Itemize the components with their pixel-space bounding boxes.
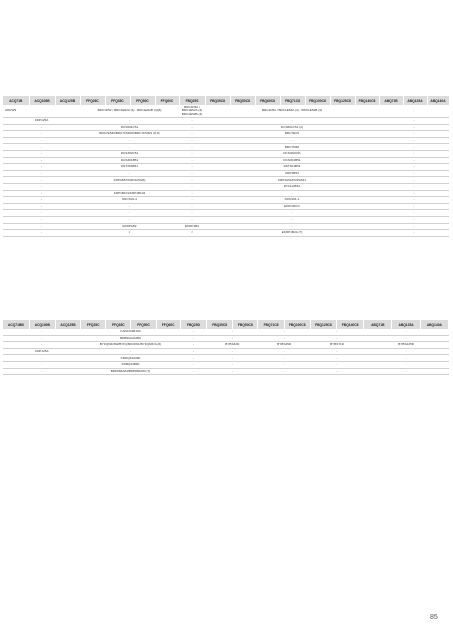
column-header: FBQ71C8	[258, 320, 284, 329]
table-cell: -	[207, 348, 258, 355]
table-cell: KDBQ44B60	[81, 361, 181, 368]
table-cell: -	[258, 368, 310, 375]
table-cell: -	[364, 368, 449, 375]
table-cell: EKRP1B2A (7)	[205, 230, 379, 237]
table-cell: KRCS01-4	[80, 197, 179, 204]
table-cell: -	[3, 210, 80, 217]
page-number: 85	[430, 614, 438, 621]
column-header: ABQ71B	[379, 96, 403, 105]
table-cell: -	[258, 348, 310, 355]
column-header: ABQ125A	[403, 96, 427, 105]
table-row	[3, 203, 449, 210]
table-cell: -	[205, 210, 379, 217]
column-header: FFQ50C	[131, 320, 156, 329]
table-cell: -	[207, 355, 258, 362]
table-cell: -	[180, 348, 206, 355]
table-cell: -	[205, 137, 379, 144]
table-cell: -	[3, 361, 81, 368]
table-cell: DST301B51	[205, 164, 379, 171]
column-header: FBQ35C8	[207, 320, 233, 329]
table-cell: KRP1B57/KRP4A53(6)	[80, 177, 179, 184]
table-cell: -	[379, 183, 449, 190]
column-header: ACQ125B	[55, 96, 80, 105]
column-header: FBQ25S	[179, 96, 205, 105]
table-cell: -	[179, 197, 205, 204]
table-cell: BRC7E530/BRC7F530W/BRC7F530S (8-9)	[80, 131, 179, 138]
table-row	[3, 131, 449, 138]
table-cell: -	[180, 329, 206, 335]
column-header: FBQ25D	[180, 320, 206, 329]
table-cell: -	[379, 216, 449, 223]
table-cell: -	[3, 230, 80, 237]
table-cell: -	[81, 348, 181, 355]
table-cell: -	[310, 335, 363, 342]
table-cell: EKRORCO	[205, 203, 379, 210]
table-cell: BRC1D52 / BRC1E52A (4) - BRC1E52B (4)	[205, 105, 379, 118]
table-cell: -	[3, 223, 80, 230]
column-header: ACQ125B	[55, 320, 80, 329]
column-header: ACQ100B	[29, 320, 55, 329]
column-header: ABQ71B	[364, 320, 392, 329]
table-row	[3, 348, 449, 355]
table-cell: -	[3, 203, 80, 210]
table-cell: -	[3, 177, 80, 184]
table-cell: -	[258, 335, 310, 342]
table-cell: -	[379, 124, 449, 131]
table-cell: -	[379, 144, 449, 151]
table-cell: -	[179, 177, 205, 184]
table-cell: -	[379, 203, 449, 210]
table-row	[3, 137, 449, 144]
table-cell: EKRP1B2	[179, 223, 205, 230]
table-cell: DCS302C51	[205, 150, 379, 157]
table-cell: -	[379, 105, 449, 118]
table-cell: BYBS32D	[207, 342, 258, 349]
table-cell: KDP125A	[3, 348, 81, 355]
table-cell: -	[3, 137, 80, 144]
table-cell: -	[364, 335, 449, 342]
table-cell: EKRP1B2	[80, 223, 179, 230]
table-cell: -	[3, 342, 81, 349]
column-header: FBQ71C8	[280, 96, 305, 105]
table-cell: -	[3, 190, 80, 197]
table-cell: -	[3, 368, 81, 375]
table-row	[3, 197, 449, 204]
table-cell: -	[310, 329, 363, 335]
table-row	[3, 223, 449, 230]
table-cell: -	[179, 144, 205, 151]
table-cell: -	[379, 157, 449, 164]
table-row	[3, 355, 449, 362]
table-cell: BRC7M62	[205, 144, 379, 151]
table-cell: -	[3, 164, 80, 171]
table-row	[3, 230, 449, 237]
table-cell: -	[205, 190, 379, 197]
table-cell: -	[80, 216, 179, 223]
column-header: FBQ50C8	[230, 96, 255, 105]
table-cell: KDP125A	[3, 118, 80, 125]
table-cell: -	[379, 170, 449, 177]
table-body	[3, 329, 449, 375]
table-row	[3, 216, 449, 223]
table-cell: -	[179, 157, 205, 164]
table-cell: -	[80, 203, 179, 210]
table-cell: -	[179, 216, 205, 223]
table-cell: -	[3, 157, 80, 164]
table-cell: √	[80, 230, 179, 237]
table-cell: DCS601C51	[80, 124, 179, 131]
table-row	[3, 342, 449, 349]
table-row	[3, 210, 449, 217]
table-row	[3, 177, 449, 184]
column-header: ACQ71BB	[3, 320, 29, 329]
table-cell: -	[379, 177, 449, 184]
column-header: FFQ60C	[156, 320, 180, 329]
column-header: FBQ140C8	[337, 320, 364, 329]
table-cell: -	[3, 216, 80, 223]
table-row	[3, 157, 449, 164]
table-cell: -	[3, 183, 80, 190]
table-cell: -	[180, 361, 206, 368]
table-cell: -	[310, 348, 363, 355]
table-cell: -	[80, 137, 179, 144]
column-header: FBQ60C8	[255, 96, 280, 105]
table-header-row	[3, 320, 449, 329]
column-header: FBQ35C8	[205, 96, 230, 105]
table-row	[3, 144, 449, 151]
table-cell: BRC1D52 / BRC1E52A (4) BRC1E52B (4)	[179, 105, 205, 118]
table-cell: DCS302C51	[80, 150, 179, 157]
table-cell: -	[364, 355, 449, 362]
table-cell: -	[3, 197, 80, 204]
table-cell: BRC7EC5	[205, 131, 379, 138]
table-cell: KRP1B101/KRP1B102	[80, 190, 179, 197]
table-cell: -	[205, 223, 379, 230]
table-cell: BRP068A84/BRP068A83 (7)	[81, 368, 181, 375]
table-cell: -	[379, 223, 449, 230]
table-cell: -	[205, 216, 379, 223]
column-header: FFQ35C	[106, 320, 131, 329]
table-cell: BYFQ60C6W/BYFQ60C6W1/BYFQ60C3-(6)	[81, 342, 181, 349]
table-cell: -	[80, 144, 179, 151]
column-header: FFQ50C	[130, 96, 155, 105]
table-cell: -	[179, 118, 205, 125]
table-cell: BYBS45D	[258, 342, 310, 349]
table-cell: -	[3, 144, 80, 151]
column-header: FFQ35C	[105, 96, 130, 105]
table-cell: -	[3, 170, 80, 177]
column-header: ABQ125A	[392, 320, 420, 329]
table-cell: -	[80, 183, 179, 190]
table-cell: -	[179, 137, 205, 144]
table-cell: -	[258, 355, 310, 362]
column-header: FBQ140C8	[355, 96, 379, 105]
table-cell: -	[179, 210, 205, 217]
table-cell: -	[179, 203, 205, 210]
table-cell: -	[379, 131, 449, 138]
table-cell: -	[258, 329, 310, 335]
column-header: FBQ125C8	[310, 320, 336, 329]
table-header-row	[3, 96, 449, 105]
table-cell: KRP4A51/KRP2A51	[205, 177, 379, 184]
table-cell: DTA112B51	[205, 183, 379, 190]
table-cell: -	[3, 335, 81, 342]
table-cell: -	[180, 368, 206, 375]
table-cell: -	[364, 348, 449, 355]
table-body	[3, 105, 449, 236]
table-cell: -	[258, 361, 310, 368]
table-cell: -	[179, 190, 205, 197]
table-cell: -	[379, 137, 449, 144]
table-cell: -	[310, 361, 363, 368]
column-header: FFQ25C	[81, 320, 106, 329]
table-cell: -	[364, 329, 449, 335]
table-cell: -	[180, 335, 206, 342]
table-cell: -	[310, 355, 363, 362]
table-cell: -	[207, 361, 258, 368]
table-cell: DCS601C51 (2)	[205, 124, 379, 131]
table-cell: -	[207, 368, 258, 375]
table-cell: -	[80, 170, 179, 177]
table-cell: BDB90A4A050	[81, 335, 181, 342]
table-cell: KRP1B54	[205, 170, 379, 177]
table-row	[3, 170, 449, 177]
table-cell: -	[379, 197, 449, 204]
column-header: FFQ60C	[155, 96, 179, 105]
table-cell: ARCW9	[3, 105, 80, 118]
table-cell: -	[379, 150, 449, 157]
accessory-table-2	[3, 320, 449, 375]
column-header: ACQ108B	[29, 96, 55, 105]
table-row	[3, 105, 449, 118]
table-cell: -	[179, 124, 205, 131]
table-cell: -	[179, 131, 205, 138]
column-header: ABQ140A	[420, 320, 448, 329]
table-row	[3, 368, 449, 375]
table-cell: -	[379, 118, 449, 125]
accessory-table-1	[3, 96, 450, 237]
table-cell: √	[179, 230, 205, 237]
table-cell: -	[310, 368, 363, 375]
table-cell: -	[207, 335, 258, 342]
table-row	[3, 150, 449, 157]
table-cell: -	[3, 150, 80, 157]
table-cell: DST301B51	[80, 164, 179, 171]
table-row	[3, 361, 449, 368]
table-cell: -	[379, 164, 449, 171]
table-cell: DCS301B51	[80, 157, 179, 164]
table-cell: -	[379, 190, 449, 197]
table-row	[3, 183, 449, 190]
column-header: ABQ140A	[427, 96, 449, 105]
table-cell: -	[207, 329, 258, 335]
table-cell: KRCS01-1	[205, 197, 379, 204]
table-cell: BRC1D52 / BRC1E52A (4) - BRC1E52B (4)(8)	[80, 105, 179, 118]
table-cell: -	[379, 230, 449, 237]
table-cell: -	[3, 329, 81, 335]
table-cell: KDDQ44A060	[81, 355, 181, 362]
column-header: FBQ125C8	[330, 96, 355, 105]
table-cell: BYBS71D	[310, 342, 363, 349]
table-cell: -	[179, 150, 205, 157]
table-cell: -	[179, 183, 205, 190]
table-cell: KAF0441B160	[81, 329, 181, 335]
column-header: FBQ100C8	[284, 320, 310, 329]
column-header: ACQ71B	[3, 96, 29, 105]
table-row	[3, 164, 449, 171]
table-cell: -	[364, 361, 449, 368]
table-cell: -	[180, 355, 206, 362]
table-cell: BYBS125D	[364, 342, 449, 349]
table-cell: -	[379, 210, 449, 217]
table-cell: -	[3, 131, 80, 138]
column-header: FBQ50C8	[233, 320, 258, 329]
table-cell: DCS301B51	[205, 157, 379, 164]
column-header: FBQ100C8	[305, 96, 330, 105]
column-header: FFQ26C	[80, 96, 105, 105]
table-row	[3, 124, 449, 131]
table-cell: -	[179, 170, 205, 177]
table-row	[3, 190, 449, 197]
table-cell: -	[80, 210, 179, 217]
table-cell: -	[3, 124, 80, 131]
table-cell: -	[180, 342, 206, 349]
table-row	[3, 335, 449, 342]
table-row	[3, 118, 449, 125]
table-cell: -	[3, 355, 81, 362]
table-cell: -	[205, 118, 379, 125]
table-cell: -	[80, 118, 179, 125]
table-cell: -	[179, 164, 205, 171]
